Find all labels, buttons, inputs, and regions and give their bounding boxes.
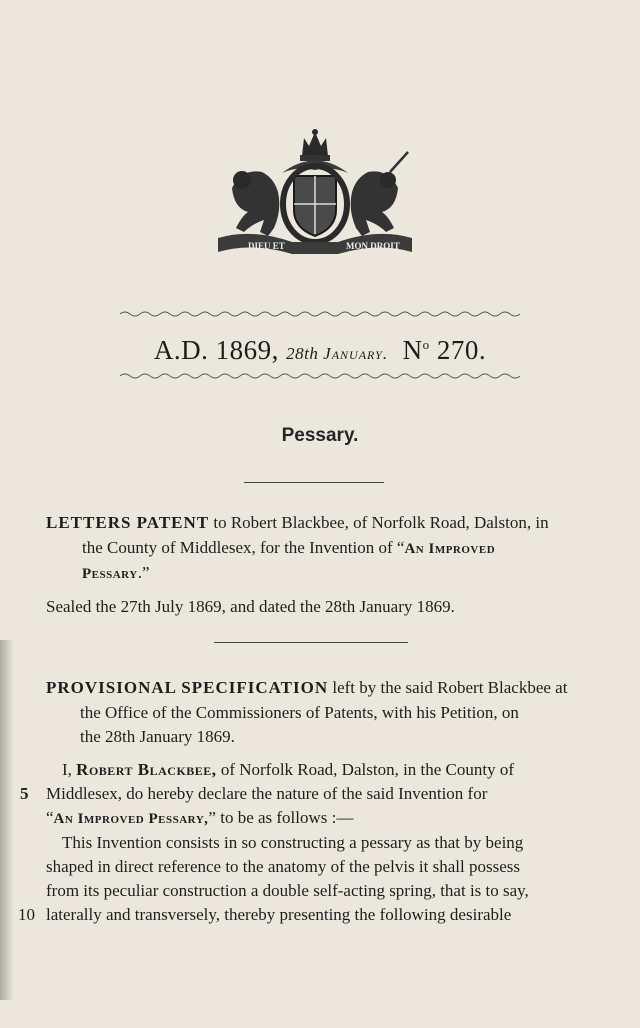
year: 1869, [215,335,279,365]
patent-number: 270. [436,335,487,365]
provisional-line2: the Office of the Commissioners of Patents, with his Petition, on [80,703,519,722]
line-number-10: 10 [18,905,35,924]
divider [214,642,408,643]
body-line4: This Invention consists in so constructing a pessary as that by being [62,833,524,852]
divider [244,482,384,483]
ad-label: A.D. [153,335,209,365]
body-line7: laterally and transversely, thereby presenting the following desirable [46,905,512,924]
binding-shadow [0,640,14,1000]
body-line2: Middlesex, do hereby declare the nature of the said Invention for [46,784,488,803]
svg-text:MON DROIT: MON DROIT [346,241,400,251]
royal-coat-of-arms [212,128,418,258]
letters-patent-line3: Pessary.” [82,563,150,582]
sealed-line: Sealed the 27th July 1869, and dated the 28th January 1869. [46,597,455,616]
letters-patent-line1: LETTERS PATENT to Robert Blackbee, of Norfolk Road, Dalston, in [46,513,549,532]
body-line5: shaped in direct reference to the anatomy of the pelvis it shall possess [46,857,520,876]
wavy-rule-top [120,310,520,318]
body-line1: I, Robert Blackbee, of Norfolk Road, Dalston, in the County of [62,760,515,779]
provisional-line1: PROVISIONAL SPECIFICATION left by the said Robert Blackbee at [46,678,568,697]
wavy-rule-bottom [120,372,520,380]
patent-header: A.D. 1869, 28th January. $N^o$ 270. [153,335,487,365]
number-prefix: N [402,335,423,365]
svg-text:DIEU ET: DIEU ET [248,241,285,251]
document-title: Pessary. [281,425,359,446]
provisional-line3: the 28th January 1869. [80,727,235,746]
line-number-5: 5 [20,784,29,803]
body-line3: “An Improved Pessary,” to be as follows :— [46,808,354,827]
body-line6: from its peculiar construction a double self-acting spring, that is to say, [46,881,529,900]
letters-patent-line2: the County of Middlesex, for the Invention of “An Improved [82,538,496,557]
patent-date: 28th January. [286,344,389,363]
